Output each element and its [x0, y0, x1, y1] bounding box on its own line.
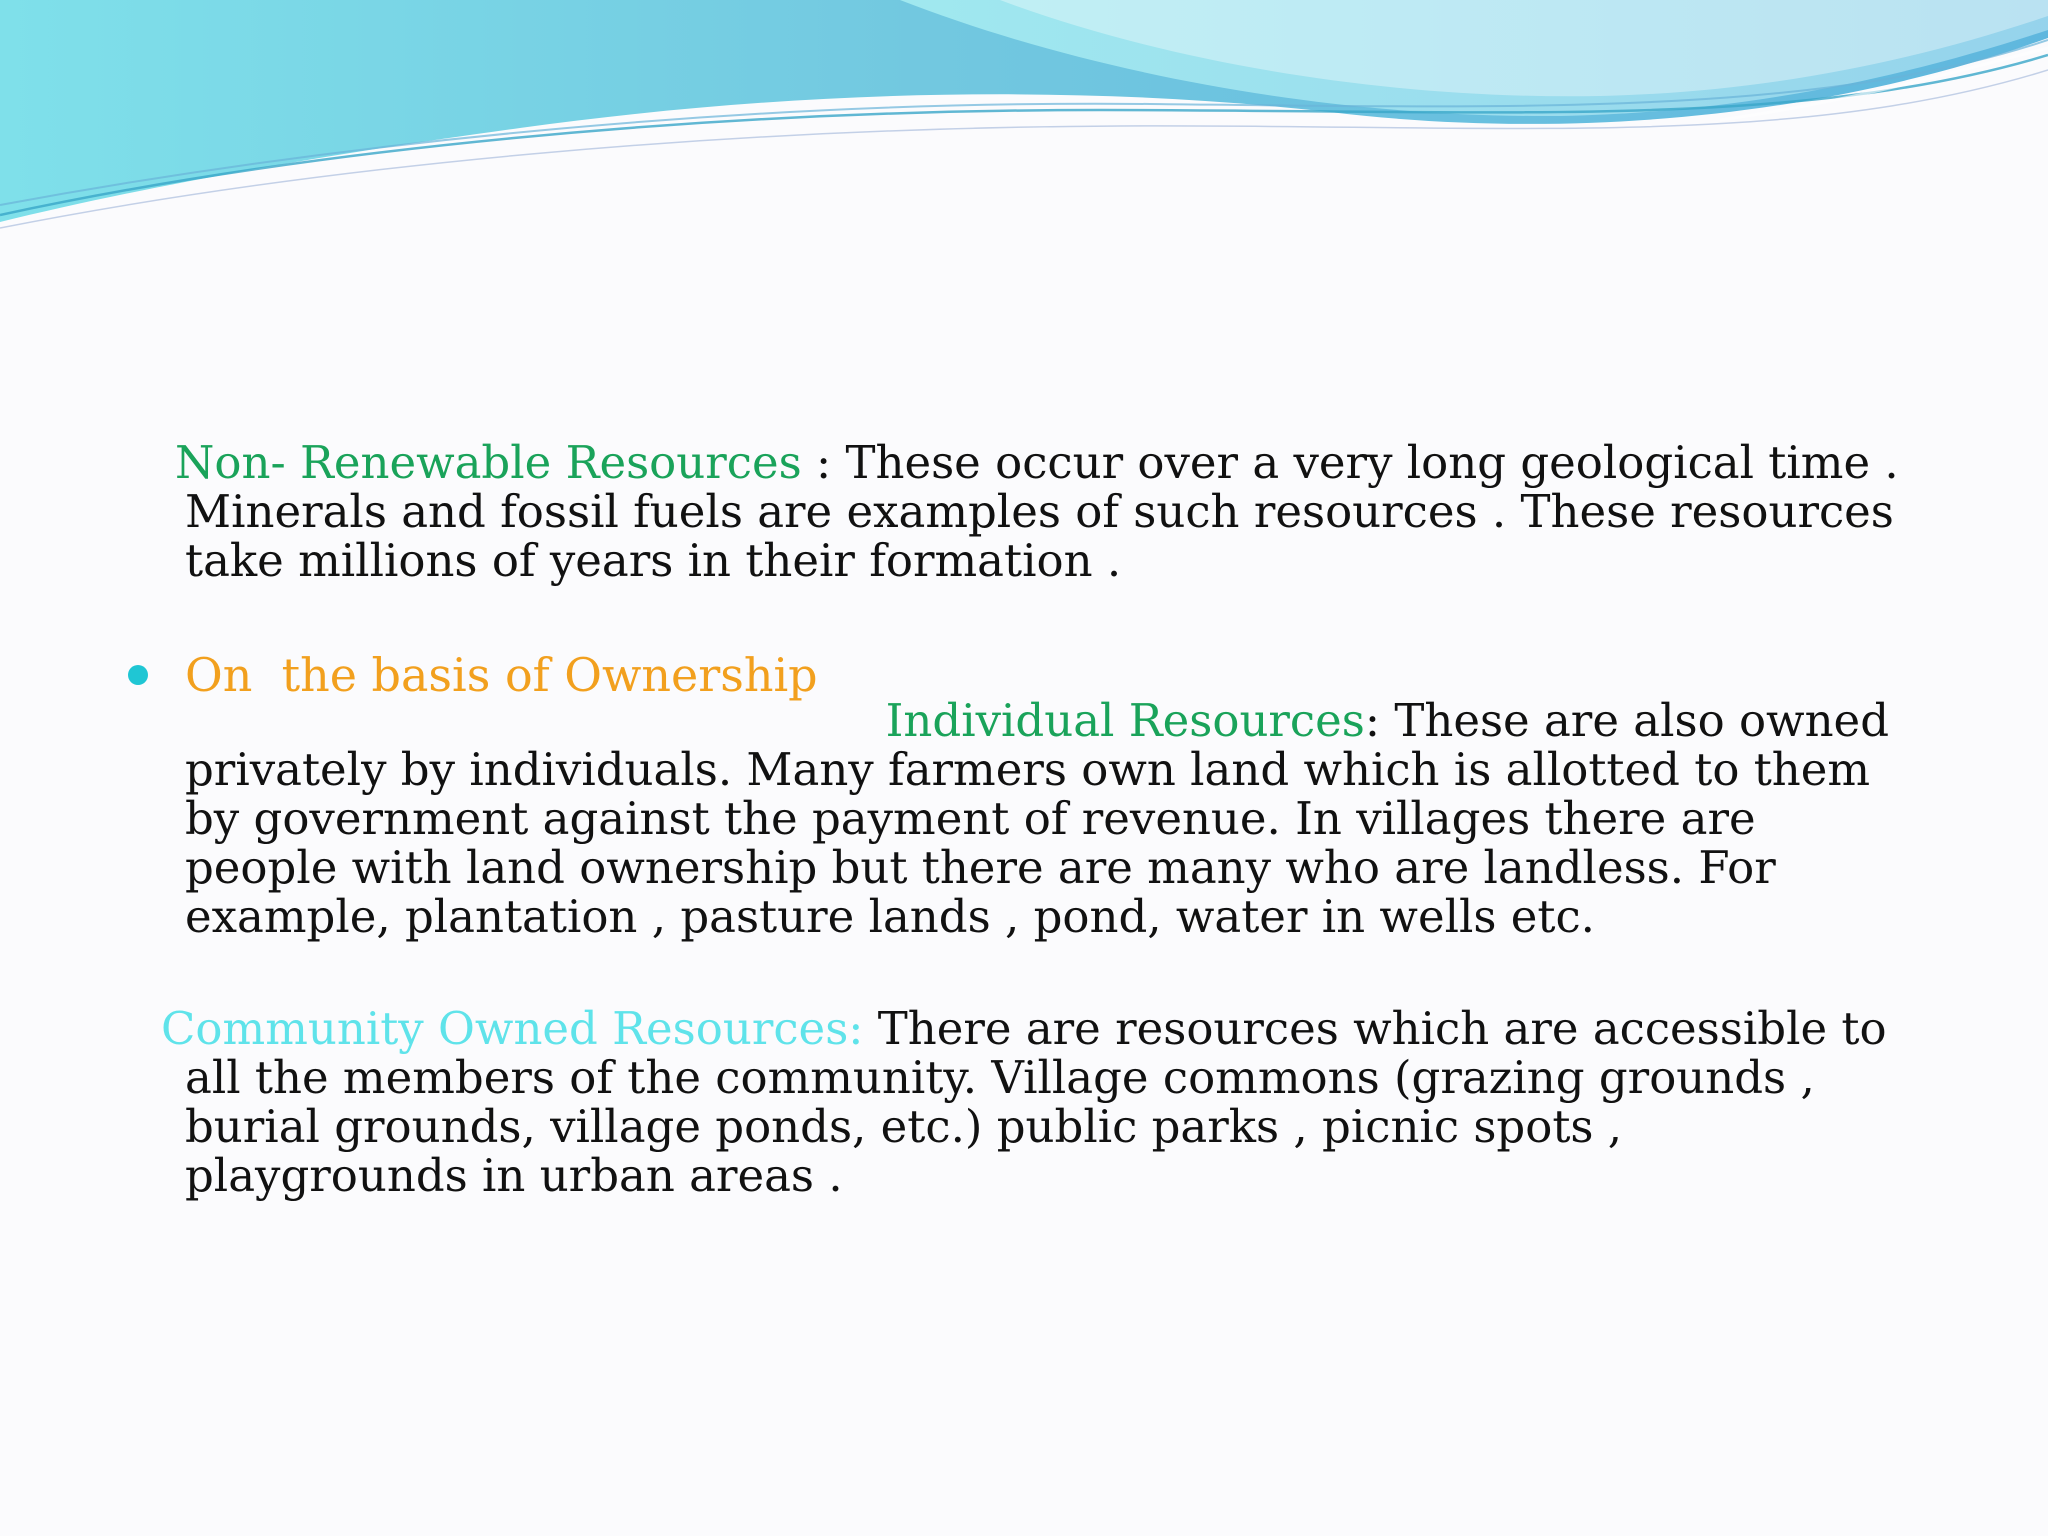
community-label: Community Owned Resources: [161, 1002, 864, 1055]
individual-first-line [185, 696, 1905, 745]
bullet-dot-icon [128, 665, 148, 685]
individual-paragraph [185, 696, 1905, 941]
individual-label: Individual Resources [885, 694, 1365, 747]
non-renewable-text: : These occur over a very long geological time . Minerals and fossil fuels are examples of such resources . These resources take millions of years in their formation . [185, 436, 1899, 587]
community-paragraph [161, 1002, 1905, 1202]
ownership-bullet [128, 648, 818, 702]
individual-text: privately by individuals. Many farmers own land which is allotted to them by government against the payment of revenue. In villages there are people with land ownership but there are many who are landless. For example, plantation , pasture lands , pond, water in wells etc. [185, 743, 1871, 943]
community-text: There are resources which are accessible to all the members of the community. Village commons (grazing grounds , burial grounds, village ponds, etc.) public parks , picnic spots , playgrounds in urban areas . [185, 1002, 1887, 1202]
non-renewable-label: Non- Renewable Resources [175, 436, 802, 489]
ownership-heading: On the basis of Ownership [185, 648, 818, 702]
individual-text-first: : These are also owned [1364, 694, 1889, 747]
non-renewable-paragraph [175, 436, 1905, 587]
